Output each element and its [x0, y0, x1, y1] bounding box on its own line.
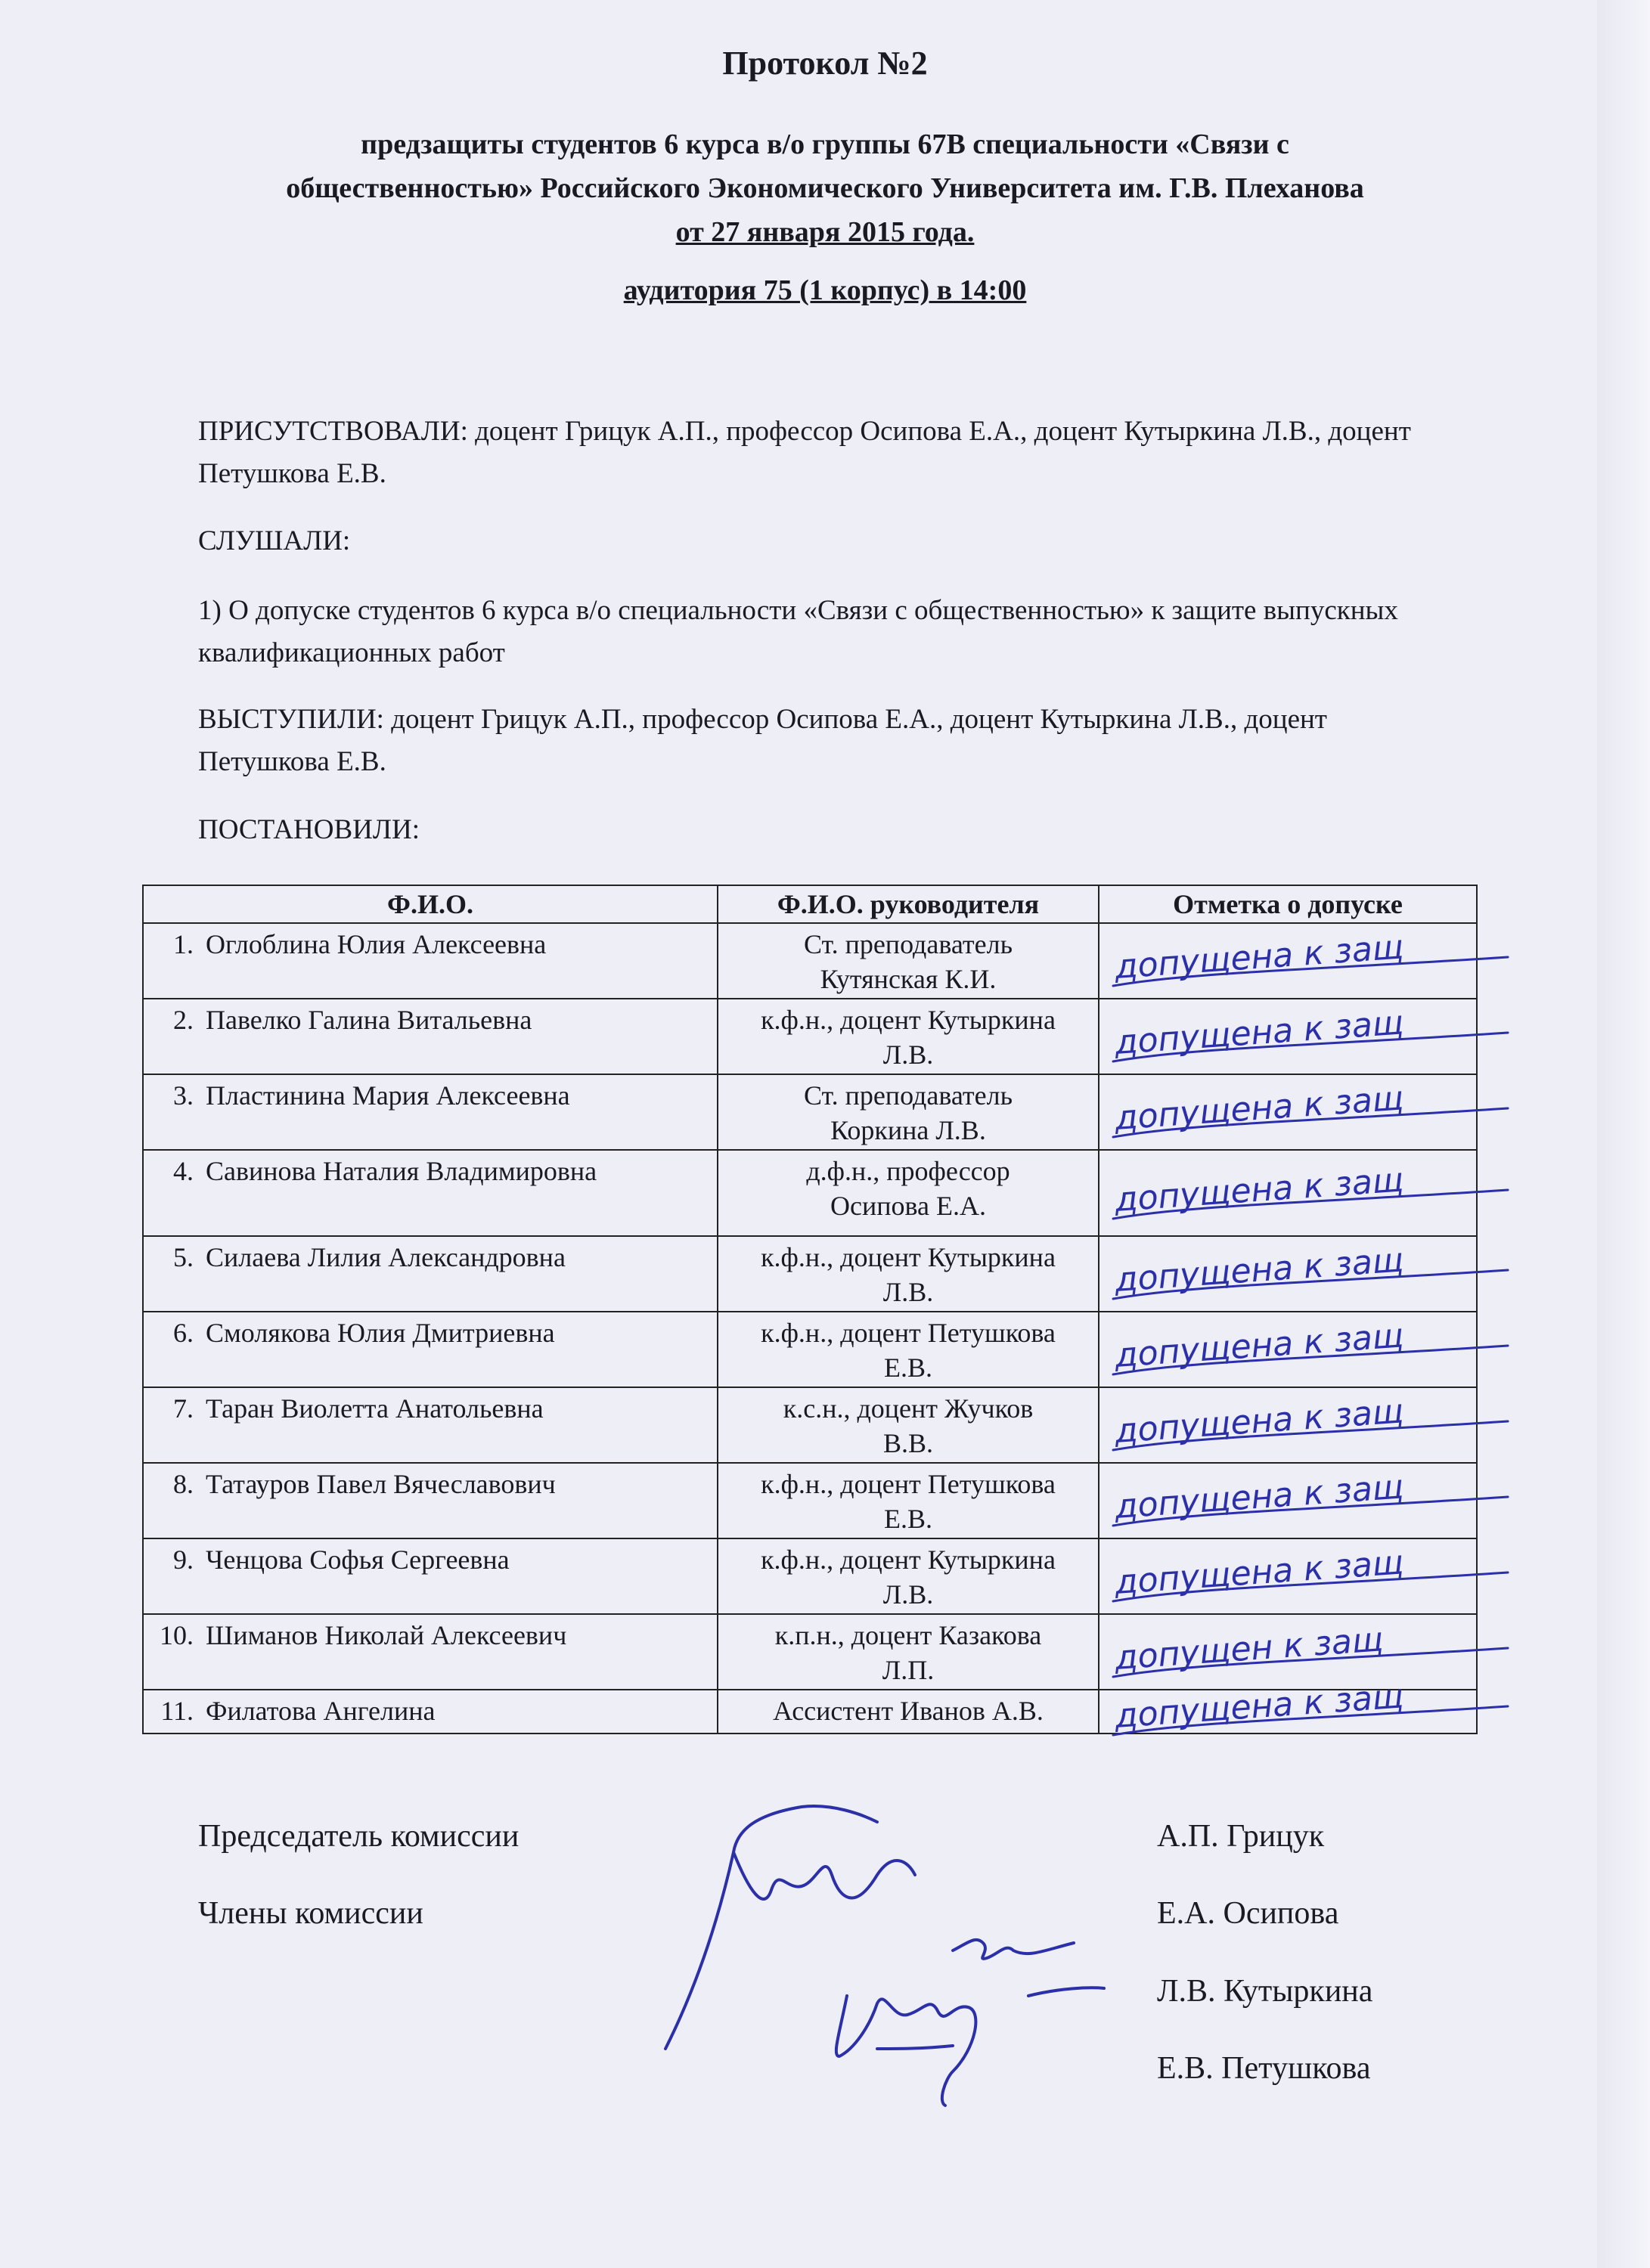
admission-mark-text: допущена к защ [1113, 1003, 1405, 1062]
row-number: 9. [173, 1545, 194, 1575]
student-name: Филатова Ангелина [206, 1696, 436, 1726]
supervisor-cell [718, 1236, 1099, 1312]
supervisor-name: Е.В. [883, 1504, 932, 1534]
supervisor-name: В.В. [882, 1428, 934, 1458]
student-cell [143, 1690, 718, 1734]
admission-cell [1099, 1538, 1477, 1614]
supervisor-cell [718, 1150, 1099, 1236]
table-row [143, 1074, 1477, 1150]
heard-item: 1) О допуске студентов 6 курса в/о специальности «Связи с общественностью» к защите выпускных квалификационных работ [198, 595, 1398, 668]
student-cell [143, 1463, 718, 1538]
document-date: от 27 января 2015 года. [675, 216, 975, 248]
supervisor-cell [718, 923, 1099, 999]
supervisor-cell [718, 1387, 1099, 1463]
admission-mark-text: допущен к защ [1113, 1620, 1385, 1678]
student-name: Силаева Лилия Александровна [206, 1242, 566, 1272]
student-cell [143, 1312, 718, 1387]
student-cell [143, 1236, 718, 1312]
student-cell [143, 999, 718, 1074]
row-number: 5. [173, 1242, 194, 1272]
table-row [143, 1614, 1477, 1690]
student-name: Пластинина Мария Алексеевна [206, 1080, 570, 1111]
table-row [143, 1150, 1477, 1236]
student-name: Ченцова Софья Сергеевна [206, 1545, 510, 1575]
header-name: Ф.И.О. [143, 885, 718, 923]
supervisor-cell [718, 1312, 1099, 1387]
supervisor-cell [718, 1463, 1099, 1538]
supervisor-title: к.п.н., доцент Казакова [774, 1620, 1042, 1650]
row-number: 7. [173, 1393, 194, 1424]
admission-mark-text: допущена к защ [1113, 1241, 1405, 1300]
admission-cell [1099, 1463, 1477, 1538]
admission-mark-text: допущена к защ [1113, 928, 1405, 987]
supervisor-name: Л.П. [882, 1655, 935, 1685]
supervisor-cell [718, 1614, 1099, 1690]
student-name: Павелко Галина Витальевна [206, 1005, 532, 1035]
admission-mark-text: допущена к защ [1113, 1316, 1405, 1375]
admission-mark-text: допущена к защ [1113, 1392, 1405, 1451]
row-number: 6. [173, 1318, 194, 1348]
supervisor-cell [718, 999, 1099, 1074]
row-number: 10. [160, 1620, 194, 1650]
member-name-3: Е.В. Петушкова [1157, 2051, 1371, 2086]
chair-label: Председатель комиссии [198, 1819, 520, 1854]
table-row [143, 1387, 1477, 1463]
supervisor-name: Е.В. [883, 1352, 932, 1383]
header-admission: Отметка о допуске [1099, 885, 1477, 923]
admission-cell [1099, 1387, 1477, 1463]
supervisor-name: Л.В. [882, 1579, 934, 1610]
admission-cell [1099, 1236, 1477, 1312]
supervisor-title: к.с.н., доцент Жучков [783, 1393, 1034, 1424]
subtitle [0, 122, 1650, 254]
admission-cell [1099, 1150, 1477, 1236]
supervisor-title: Ст. преподаватель [804, 1080, 1013, 1111]
page-edge [1597, 0, 1650, 2268]
admission-cell [1099, 1677, 1477, 1736]
admission-mark-text: допущена к защ [1113, 1677, 1405, 1736]
handwritten-admission-mark [1099, 1677, 1523, 1763]
admission-cell [1099, 1312, 1477, 1387]
table-row [143, 999, 1477, 1074]
signature-member-1 [953, 1940, 1074, 1959]
table-row [143, 923, 1477, 999]
supervisor-cell [718, 1074, 1099, 1150]
spoke-paragraph: ВЫСТУПИЛИ: доцент Грицук А.П., профессор Осипова Е.А., доцент Кутыркина Л.В., доцент Петушкова Е.В. [198, 704, 1327, 777]
student-name: Таран Виолетта Анатольевна [206, 1393, 544, 1424]
chair-name: А.П. Грицук [1157, 1819, 1325, 1854]
meeting-room: аудитория 75 (1 корпус) в 14:00 [623, 274, 1027, 306]
subtitle-line-2: общественностью» Российского Экономического Университета им. Г.В. Плеханова [286, 172, 1364, 204]
student-cell [143, 1074, 718, 1150]
member-name-1: Е.А. Осипова [1157, 1896, 1339, 1931]
table-header-row [143, 885, 1477, 923]
commission-signatures [650, 1799, 1119, 2117]
table-row [143, 1312, 1477, 1387]
supervisor-title: д.ф.н., профессор [806, 1156, 1010, 1186]
admission-cell [1099, 999, 1477, 1074]
admission-mark-text: допущена к защ [1113, 1079, 1405, 1138]
supervisor-cell [718, 1690, 1099, 1734]
supervisor-title: к.ф.н., доцент Петушкова [761, 1318, 1056, 1348]
supervisor-name: Коркина Л.В. [830, 1115, 986, 1145]
student-name: Савинова Наталия Владимировна [206, 1156, 597, 1186]
table-row [143, 1538, 1477, 1614]
student-name: Смолякова Юлия Дмитриевна [206, 1318, 555, 1348]
member-name-2: Л.В. Кутыркина [1157, 1974, 1373, 2009]
student-cell [143, 1150, 718, 1236]
row-number: 11. [160, 1696, 194, 1726]
supervisor-name: Л.В. [882, 1040, 934, 1070]
student-cell [143, 1387, 718, 1463]
page-title: Протокол №2 [722, 45, 928, 82]
student-cell [143, 1538, 718, 1614]
supervisor-name: Кутянская К.И. [820, 964, 997, 994]
row-number: 3. [173, 1080, 194, 1111]
heard-label: СЛУШАЛИ: [198, 525, 351, 556]
row-number: 2. [173, 1005, 194, 1035]
header-supervisor: Ф.И.О. руководителя [718, 885, 1099, 923]
student-name: Оглоблина Юлия Алексеевна [206, 929, 547, 959]
supervisor-title: к.ф.н., доцент Кутыркина [761, 1242, 1056, 1272]
supervisor-title: к.ф.н., доцент Петушкова [761, 1469, 1056, 1499]
admission-cell [1099, 923, 1477, 999]
supervisor-title: Ассистент Иванов А.В. [773, 1696, 1044, 1726]
student-name: Татауров Павел Вячеславович [206, 1469, 556, 1499]
supervisor-title: Ст. преподаватель [804, 929, 1013, 959]
admission-mark-text: допущена к защ [1113, 1467, 1405, 1526]
student-cell [143, 923, 718, 999]
student-name: Шиманов Николай Алексеевич [206, 1620, 567, 1650]
supervisor-cell [718, 1538, 1099, 1614]
table-row [143, 1690, 1477, 1734]
supervisor-name: Л.В. [882, 1277, 934, 1307]
table-row [143, 1463, 1477, 1538]
row-number: 4. [173, 1156, 194, 1186]
row-number: 1. [173, 929, 194, 959]
table-row [143, 1236, 1477, 1312]
supervisor-title: к.ф.н., доцент Кутыркина [761, 1545, 1056, 1575]
admission-mark-text: допущена к защ [1113, 1160, 1405, 1219]
decided-label: ПОСТАНОВИЛИ: [198, 814, 420, 845]
subtitle-line-1: предзащиты студентов 6 курса в/о группы 67В специальности «Связи с [361, 129, 1289, 160]
signature-member-2 [836, 1988, 1104, 2105]
student-cell [143, 1614, 718, 1690]
supervisor-name: Осипова Е.А. [830, 1191, 986, 1221]
signature-chair [665, 1806, 915, 2049]
students-table [142, 885, 1478, 1734]
admission-mark-text: допущена к защ [1113, 1543, 1405, 1602]
present-paragraph: ПРИСУТСТВОВАЛИ: доцент Грицук А.П., профессор Осипова Е.А., доцент Кутыркина Л.В., доцент Петушкова Е.В. [198, 416, 1411, 489]
admission-cell [1099, 1614, 1477, 1690]
members-label: Члены комиссии [198, 1896, 423, 1931]
admission-cell [1099, 1074, 1477, 1150]
row-number: 8. [173, 1469, 194, 1499]
supervisor-title: к.ф.н., доцент Кутыркина [761, 1005, 1056, 1035]
